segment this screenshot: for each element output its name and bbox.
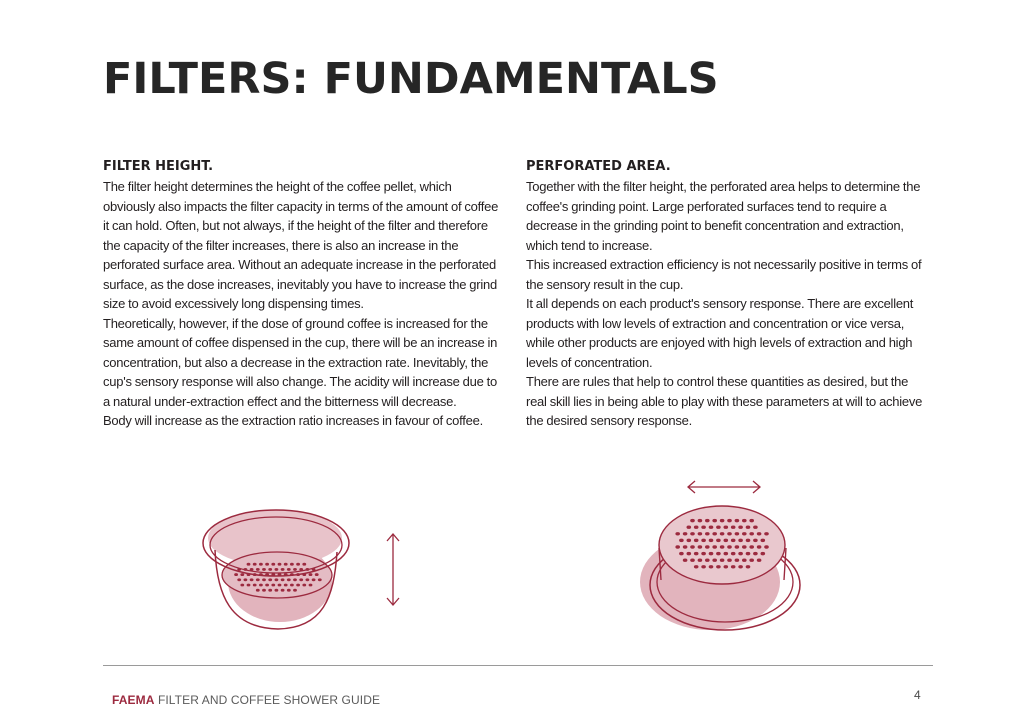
- perforation-hole: [764, 532, 769, 535]
- perforation-hole: [716, 565, 721, 568]
- footer-divider: [103, 665, 933, 666]
- perforation-hole: [712, 558, 717, 561]
- perforation-hole: [296, 563, 300, 566]
- perforated-area-paragraph: It all depends on each product's sensory response. There are excellent products with low levels of extraction and concentration or vice versa, while other products are enjoyed with high levels of extraction and high levels of concentration.: [526, 296, 914, 370]
- perforation-hole: [749, 558, 754, 561]
- perforation-hole: [256, 568, 260, 571]
- perforation-hole: [749, 532, 754, 535]
- perforation-hole: [306, 578, 310, 581]
- perforation-hole: [240, 584, 244, 587]
- perforation-hole: [281, 578, 285, 581]
- perforated-area-heading: PERFORATED AREA.: [526, 159, 671, 174]
- perforation-hole: [287, 589, 291, 592]
- perforation-hole: [720, 558, 725, 561]
- perforation-hole: [675, 532, 680, 535]
- perforation-hole: [712, 545, 717, 548]
- perforation-hole: [694, 552, 699, 555]
- perforation-hole: [757, 558, 762, 561]
- perforation-hole: [281, 589, 285, 592]
- perforation-hole: [698, 519, 703, 522]
- filter-height-text: [103, 177, 503, 431]
- perforation-hole: [309, 584, 313, 587]
- perforation-hole: [690, 532, 695, 535]
- perforation-hole: [698, 545, 703, 548]
- filter-basket-perforated-area-icon: [630, 470, 820, 645]
- filter-height-heading: FILTER HEIGHT.: [103, 159, 214, 174]
- perforation-hole: [268, 568, 272, 571]
- perforation-hole: [290, 584, 294, 587]
- perforation-hole: [290, 563, 294, 566]
- perforation-hole: [271, 584, 275, 587]
- perforation-hole: [244, 578, 248, 581]
- perforation-hole: [265, 584, 269, 587]
- perforation-hole: [293, 589, 297, 592]
- perforation-hole: [690, 558, 695, 561]
- perforation-hole: [287, 578, 291, 581]
- page-number: 4: [914, 688, 921, 702]
- perforated-area-paragraph: This increased extraction efficiency is not necessarily positive in terms of the sensory result in the cup.: [526, 257, 922, 292]
- perforation-hole: [746, 525, 751, 528]
- perforation-hole: [701, 539, 706, 542]
- perforation-hole: [683, 545, 688, 548]
- perforation-hole: [749, 519, 754, 522]
- perforation-hole: [727, 532, 732, 535]
- perforation-hole: [312, 578, 316, 581]
- perforation-hole: [309, 573, 313, 576]
- perforation-hole: [687, 525, 692, 528]
- perforation-hole: [262, 578, 266, 581]
- perforation-hole: [278, 584, 282, 587]
- page-title: FILTERS: FUNDAMENTALS: [103, 54, 719, 104]
- perforation-hole: [757, 545, 762, 548]
- perforation-hole: [705, 558, 710, 561]
- perforation-hole: [687, 552, 692, 555]
- perforation-hole: [761, 539, 766, 542]
- perforation-hole: [262, 568, 266, 571]
- perforation-hole: [293, 578, 297, 581]
- perforation-hole: [753, 552, 758, 555]
- perforation-hole: [757, 532, 762, 535]
- perforation-hole: [738, 552, 743, 555]
- perforation-hole: [318, 578, 322, 581]
- perforation-hole: [746, 565, 751, 568]
- perforation-hole: [683, 558, 688, 561]
- perforation-hole: [753, 539, 758, 542]
- perforation-hole: [281, 568, 285, 571]
- perforation-hole: [302, 563, 306, 566]
- footer-guide-name: FILTER AND COFFEE SHOWER GUIDE: [157, 693, 381, 707]
- perforated-area-paragraph: There are rules that help to control these quantities as desired, but the real skill lies in being able to play with these parameters at will to achieve the desired sensory response.: [526, 374, 923, 428]
- perforation-hole: [284, 563, 288, 566]
- perforation-hole: [250, 578, 254, 581]
- perforation-hole: [701, 552, 706, 555]
- perforation-hole: [727, 545, 732, 548]
- perforation-hole: [262, 589, 266, 592]
- perforation-hole: [259, 563, 263, 566]
- perforation-hole: [705, 532, 710, 535]
- filter-basket-height-icon: [195, 500, 415, 640]
- perforation-hole: [268, 578, 272, 581]
- filter-height-section: [103, 158, 503, 431]
- perforation-hole: [731, 565, 736, 568]
- perforation-hole: [735, 532, 740, 535]
- perforation-hole: [712, 519, 717, 522]
- perforation-hole: [271, 563, 275, 566]
- perforation-hole: [299, 578, 303, 581]
- perforation-hole: [240, 573, 244, 576]
- perforation-hole: [234, 573, 238, 576]
- perforation-hole: [275, 568, 279, 571]
- perforation-hole: [675, 545, 680, 548]
- footer-title: [112, 693, 380, 707]
- perforation-hole: [275, 589, 279, 592]
- perforation-hole: [724, 525, 729, 528]
- perforation-hole: [738, 565, 743, 568]
- perforation-hole: [694, 525, 699, 528]
- perforation-hole: [247, 563, 251, 566]
- perforation-hole: [705, 519, 710, 522]
- perforation-hole: [284, 584, 288, 587]
- perforation-hole: [709, 565, 714, 568]
- perforation-hole: [731, 539, 736, 542]
- perforation-hole: [287, 568, 291, 571]
- perforation-hole: [724, 565, 729, 568]
- perforation-hole: [746, 539, 751, 542]
- perforation-hole: [268, 589, 272, 592]
- perforation-hole: [687, 539, 692, 542]
- filter-height-paragraph: Body will increase as the extraction ratio increases in favour of coffee.: [103, 413, 483, 428]
- perforation-hole: [720, 519, 725, 522]
- filter-height-paragraph: The filter height determines the height of the coffee pellet, which obviously also impacts the filter capacity in terms of the amount of coffee it can hold. Often, but not always, if the height of the filter and therefore the capacity of the filter increases, there is also an increase in the perforated surface area. Without an adequate increase in the perforated surface, as the dose increases, inevitably you have to increase the grind size to avoid excessively long dispensing times.: [103, 179, 499, 311]
- perforation-hole: [738, 525, 743, 528]
- perforation-hole: [247, 584, 251, 587]
- perforation-hole: [293, 568, 297, 571]
- perforation-hole: [724, 552, 729, 555]
- perforation-hole: [709, 539, 714, 542]
- perforation-hole: [705, 545, 710, 548]
- perforation-hole: [679, 539, 684, 542]
- perforation-hole: [742, 532, 747, 535]
- perforation-hole: [731, 552, 736, 555]
- perforation-hole: [253, 563, 257, 566]
- perforation-hole: [720, 532, 725, 535]
- perforation-hole: [731, 525, 736, 528]
- perforation-hole: [690, 519, 695, 522]
- perforation-hole: [712, 532, 717, 535]
- perforation-hole: [716, 525, 721, 528]
- perforation-hole: [256, 578, 260, 581]
- perforation-hole: [701, 565, 706, 568]
- footer-brand: FAEMA: [112, 693, 155, 707]
- perforation-hole: [315, 573, 319, 576]
- perforation-hole: [735, 558, 740, 561]
- perforation-hole: [716, 552, 721, 555]
- perforated-area-section: [526, 158, 926, 431]
- perforation-hole: [302, 584, 306, 587]
- perforation-hole: [742, 545, 747, 548]
- perforation-hole: [256, 589, 260, 592]
- perforated-area-paragraph: Together with the filter height, the perforated area helps to determine the coffee's grinding point. Large perforated surfaces tend to require a decrease in the grinding point to benefit concentration and extraction, which tend to increase.: [526, 179, 921, 253]
- perforation-hole: [698, 558, 703, 561]
- perforation-hole: [296, 584, 300, 587]
- perforation-hole: [727, 519, 732, 522]
- perforation-hole: [278, 563, 282, 566]
- perforation-hole: [749, 545, 754, 548]
- perforation-hole: [253, 584, 257, 587]
- perforation-hole: [735, 519, 740, 522]
- perforation-hole: [694, 539, 699, 542]
- perforation-hole: [237, 578, 241, 581]
- perforation-hole: [716, 539, 721, 542]
- perforation-hole: [753, 525, 758, 528]
- filter-height-paragraph: Theoretically, however, if the dose of ground coffee is increased for the same amount of coffee dispensed in the cup, there will be an increase in concentration, but also a decrease in the extraction rate. Inevitably, the cup's sensory response will also change. The acidity will increase due to a natural under-extraction effect and the bitterness will decrease.: [103, 315, 498, 409]
- perforation-hole: [259, 584, 263, 587]
- perforation-hole: [679, 552, 684, 555]
- perforation-hole: [265, 563, 269, 566]
- perforation-hole: [746, 552, 751, 555]
- perforation-hole: [742, 558, 747, 561]
- perforation-hole: [761, 552, 766, 555]
- perforation-hole: [698, 532, 703, 535]
- perforation-hole: [690, 545, 695, 548]
- perforation-hole: [735, 545, 740, 548]
- perforation-hole: [727, 558, 732, 561]
- perforation-hole: [764, 545, 769, 548]
- perforation-hole: [694, 565, 699, 568]
- perforation-hole: [720, 545, 725, 548]
- perforation-hole: [738, 539, 743, 542]
- perforated-area-text: [526, 177, 926, 431]
- perforation-hole: [683, 532, 688, 535]
- perforation-hole: [275, 578, 279, 581]
- perforation-hole: [742, 519, 747, 522]
- perforation-hole: [724, 539, 729, 542]
- perforation-hole: [709, 525, 714, 528]
- perforation-hole: [701, 525, 706, 528]
- perforation-hole: [709, 552, 714, 555]
